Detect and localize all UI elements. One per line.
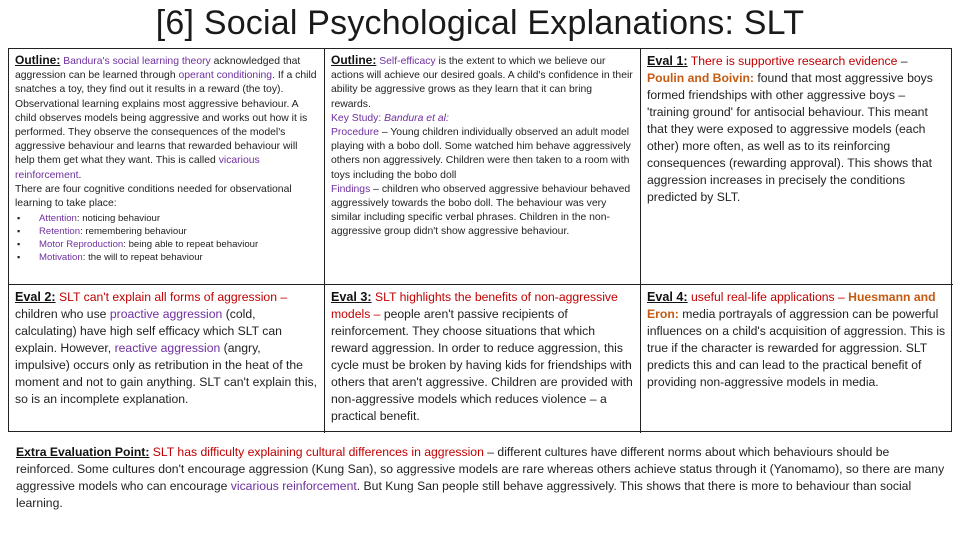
findings-text: – children who observed aggressive behaviour behaved aggressively towards the bobo doll. The behaviour was very similar including specific verbal phrases. Children in the non-aggressive group didn't show aggressive behaviour. bbox=[331, 183, 631, 238]
key-study-name: Bandura et al: bbox=[384, 112, 449, 124]
eval-4-box bbox=[641, 285, 953, 433]
reactive-aggression-term: reactive aggression bbox=[114, 341, 221, 355]
eval-2-lead: SLT can't explain all forms of aggression – bbox=[55, 290, 288, 304]
findings-label: Findings bbox=[331, 183, 371, 195]
extra-eval-lead: SLT has difficulty explaining cultural differences in aggression bbox=[149, 445, 484, 459]
eval-1-body: found that most aggressive boys formed friendships with other aggressive boys – 'training ground' for antisocial behaviour. This meant that they were exposed to aggressive models (each other) more often, as well as to its reinforcing consequences (rewarding approval). This shows that aggression increases in precisely the conditions predicted by SLT. bbox=[647, 71, 933, 204]
operant-conditioning-term: operant conditioning bbox=[178, 70, 273, 82]
eval-3-body: people aren't passive recipients of reinforcement. They choose situations that which reward aggression. In order to reduce aggression, this cycle must be broken by having kids for friendships with others that aren't aggressive. Children are provided with non-aggressive models which reduces violence – a practical benefit. bbox=[331, 307, 633, 423]
outline-text: Observational learning explains most aggressive behaviour. A child observes models being aggressive and works out how it is performed. They observe the consequences of the model's aggressive behaviour and learns that rewarded behaviour will help them get what they want. This is called bbox=[15, 98, 308, 167]
eval-4-heading: Eval 4: bbox=[647, 290, 688, 304]
list-item bbox=[15, 238, 318, 251]
eval-2-text-b: (cold, calculating) have high self efficacy which SLT can explain. However, bbox=[15, 307, 282, 355]
extra-eval-text-a: – different cultures have different norms about which behaviours should be reinforced. Some cultures don't encourage aggression (Kung San), so aggressive models are rare whereas others achieve status through it (Yanomamo), so there are many aggressive models who can encourage bbox=[16, 445, 945, 493]
extra-eval-text bbox=[16, 444, 948, 512]
outline-slt-paragraph-3: There are four cognitive conditions needed for observational learning to take place: bbox=[15, 183, 292, 210]
procedure-paragraph bbox=[331, 126, 634, 183]
outline-text: is the extent to which we believe our actions will achieve our desired goals. A child's confidence in their ability be aggressive grows as they learn that it can bring rewards. bbox=[331, 56, 633, 110]
key-study-label: Key Study: bbox=[331, 112, 385, 124]
outline-text: . If a child snatches a toy, they find out it results in a reward (the toy). bbox=[15, 70, 317, 96]
eval-2-heading: Eval 2: bbox=[15, 290, 56, 304]
condition-term: Motor Reproduction bbox=[39, 239, 124, 251]
eval-4-body: media portrayals of aggression can be powerful influences on a child's acquisition of aggression. This is true if the character is rewarded for aggression. SLT predicts this and can lead to the practical benefit of providing non-aggressive models in media. bbox=[647, 307, 946, 389]
eval-3-heading: Eval 3: bbox=[331, 290, 372, 304]
eval-2-box bbox=[9, 285, 325, 433]
procedure-label: Procedure bbox=[331, 127, 379, 139]
condition-term: Attention bbox=[39, 213, 77, 225]
proactive-aggression-term: proactive aggression bbox=[109, 307, 223, 321]
content-grid bbox=[8, 48, 952, 432]
eval-3-text bbox=[331, 289, 634, 425]
condition-term: Motivation bbox=[39, 252, 83, 264]
bandura-term: Bandura's social learning theory bbox=[63, 56, 211, 67]
outline-text: . bbox=[78, 169, 82, 181]
list-item bbox=[15, 225, 318, 238]
page-title: [6] Social Psychological Explanations: SLT bbox=[155, 4, 805, 42]
condition-text: : noticing behaviour bbox=[76, 213, 161, 225]
eval-2-text bbox=[15, 289, 318, 408]
condition-term: Retention bbox=[39, 226, 81, 238]
eval-1-researchers: Poulin and Boivin: bbox=[647, 71, 754, 85]
extra-eval-text-b: . But Kung San people still behave aggressively. This shows that there is more to behaviour than social learning. bbox=[16, 479, 912, 510]
outline-slt-paragraph-2 bbox=[15, 98, 318, 183]
outline-text: acknowledged that aggression can be learned through bbox=[15, 56, 301, 82]
outline-heading: Outline: bbox=[15, 53, 61, 67]
list-item bbox=[15, 251, 318, 264]
outline-heading: Outline: bbox=[331, 53, 377, 67]
eval-2-text-c: (angry, impulsive) occurs only as retribution in the heat of the moment and not to gain anything. SLT can't explain this, so is an incomplete explanation. bbox=[15, 341, 318, 406]
vicarious-reinforcement-term: vicarious reinforcement bbox=[15, 155, 260, 181]
self-efficacy-term: Self-efficacy bbox=[379, 56, 436, 67]
condition-text: : being able to repeat behaviour bbox=[123, 239, 259, 251]
key-study-line bbox=[331, 112, 634, 126]
eval-4-text bbox=[647, 289, 947, 391]
eval-1-box bbox=[641, 49, 953, 285]
outline-box-slt bbox=[9, 49, 325, 285]
eval-4-researchers: Huesmann and Eron: bbox=[647, 290, 936, 321]
extra-eval-heading: Extra Evaluation Point: bbox=[16, 445, 150, 459]
eval-1-heading: Eval 1: bbox=[647, 54, 688, 68]
eval-1-lead: There is supportive research evidence bbox=[687, 54, 898, 68]
condition-text: : the will to repeat behaviour bbox=[82, 252, 203, 264]
eval-3-lead: SLT highlights the benefits of non-aggressive models – bbox=[331, 290, 618, 321]
procedure-text: – Young children individually observed an adult model playing with a bobo doll. Some watched him behave aggressively others non aggressively. Children were then taken to a room with toys including the bobo doll bbox=[331, 127, 631, 181]
condition-text: : remembering behaviour bbox=[80, 226, 187, 238]
self-efficacy-paragraph bbox=[331, 53, 634, 112]
list-item bbox=[15, 212, 318, 225]
vicarious-reinforcement-term: vicarious reinforcement bbox=[230, 479, 357, 493]
eval-1-dash: – bbox=[897, 54, 908, 68]
outline-slt-paragraph-1 bbox=[15, 53, 318, 98]
eval-1-text bbox=[647, 53, 947, 206]
eval-4-lead: useful real-life applications – bbox=[687, 290, 849, 304]
extra-evaluation-point bbox=[16, 444, 948, 512]
cognitive-conditions-list bbox=[15, 212, 318, 264]
eval-2-text-a: children who use bbox=[15, 307, 110, 321]
eval-3-box bbox=[325, 285, 641, 433]
outline-box-self-efficacy bbox=[325, 49, 641, 285]
findings-paragraph bbox=[331, 183, 634, 240]
